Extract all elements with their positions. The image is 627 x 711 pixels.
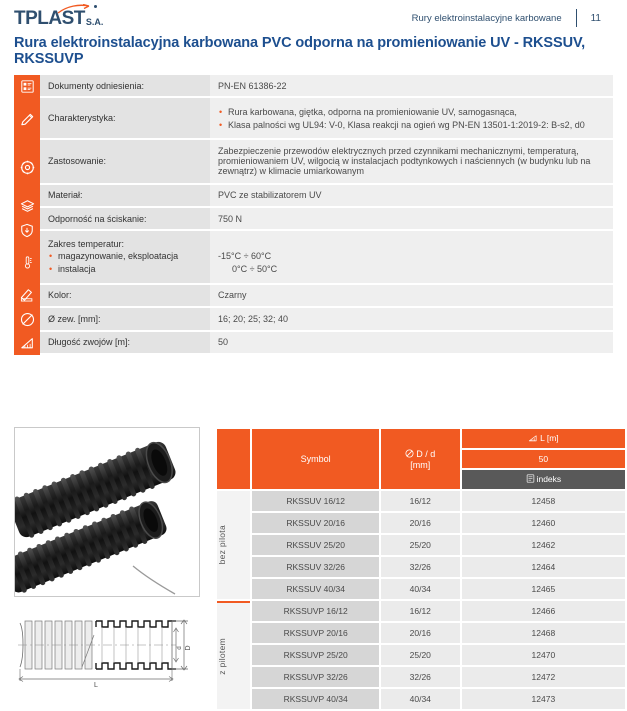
spec-row-material (40, 184, 613, 207)
spec-value-color: Czarny (210, 284, 613, 307)
header-index (462, 470, 625, 489)
cell-dimension: 40/34 (381, 579, 460, 599)
cell-index: 12462 (462, 535, 625, 555)
cell-symbol: RKSSUVP 16/12 (252, 601, 378, 621)
cell-symbol: RKSSUV 20/16 (252, 513, 378, 533)
spec-row-documents (40, 75, 613, 97)
spec-icon-bar (14, 75, 40, 355)
header-symbol: Symbol (252, 429, 378, 489)
header-dimension-line1: D / d (416, 448, 436, 459)
spec-row-color (40, 284, 613, 307)
header-length-value: 50 (462, 450, 625, 468)
logo-text: TPLAST (14, 7, 85, 29)
cell-symbol: RKSSUV 40/34 (252, 579, 378, 599)
cell-index: 12458 (462, 491, 625, 511)
header-length-label: L [m] (540, 433, 559, 443)
coil-length-icon (528, 434, 538, 444)
product-photo (14, 427, 200, 597)
company-logo (14, 9, 103, 28)
cell-index: 12472 (462, 667, 625, 687)
temperature-title: Zakres temperatur: (48, 238, 125, 249)
table-row (217, 645, 625, 665)
length-icon (14, 331, 40, 355)
logo-registered-dot (94, 5, 97, 8)
header-index-label: indeks (536, 474, 562, 484)
page-header (0, 0, 627, 30)
product-table-wrap (215, 427, 627, 711)
characteristics-bullet-1: • Rura karbowana, giętka, odporna na promieniowanie UV, samogasnąca, (218, 106, 605, 119)
spec-label-temperature (40, 230, 210, 283)
temperature-sublabel-storage: • magazynowanie, eksploatacja (48, 250, 202, 263)
spec-value-material: PVC ze stabilizatorem UV (210, 184, 613, 207)
spec-label-characteristics: Charakterystyka: (40, 97, 210, 139)
corrugated-pipe-illustration (15, 428, 199, 596)
group-label-z-pilotem (217, 601, 250, 709)
header-length (462, 429, 625, 448)
application-gear-icon (14, 141, 40, 193)
spec-row-application (40, 139, 613, 184)
table-row (217, 535, 625, 555)
cell-index: 12473 (462, 689, 625, 709)
group-label-text: z pilotem (217, 637, 227, 675)
cell-index: 12464 (462, 557, 625, 577)
spec-value-diameter: 16; 20; 25; 32; 40 (210, 307, 613, 330)
cell-dimension: 25/20 (381, 535, 460, 555)
cell-dimension: 20/16 (381, 623, 460, 643)
spec-row-temperature (40, 230, 613, 283)
bottom-section (14, 427, 627, 711)
temperature-sublabel-install: • instalacja (48, 263, 202, 276)
product-table (215, 427, 627, 711)
characteristics-bullet-2: • Klasa palności wg UL94: V-0, Klasa reakcji na ogień wg PN-EN 13501-1:2019-2: B-s2, d0 (218, 119, 605, 132)
temperature-value-storage: -15°C ÷ 60°C (218, 251, 272, 262)
diameter-icon (14, 307, 40, 331)
drawing-label-L: L (94, 682, 98, 689)
drawing-label-d: d (177, 646, 183, 650)
spec-row-diameter (40, 307, 613, 330)
spec-label-application: Zastosowanie: (40, 139, 210, 184)
index-list-icon (526, 474, 535, 485)
group-label-bez-pilota (217, 491, 250, 599)
cell-dimension: 16/12 (381, 491, 460, 511)
header-dimension (381, 429, 460, 489)
cell-symbol: RKSSUV 16/12 (252, 491, 378, 511)
header-right (412, 9, 613, 27)
temperature-value-install: 0°C ÷ 50°C (232, 264, 278, 275)
cell-index: 12468 (462, 623, 625, 643)
drawing-label-D: D (185, 645, 192, 651)
header-divider (576, 9, 577, 27)
spec-label-documents: Dokumenty odniesienia: (40, 75, 210, 97)
table-row (217, 667, 625, 687)
cell-index: 12466 (462, 601, 625, 621)
table-row (217, 601, 625, 621)
specifications-table (40, 75, 613, 355)
spec-value-compression: 750 N (210, 207, 613, 230)
cell-dimension: 20/16 (381, 513, 460, 533)
spec-row-coil-length (40, 331, 613, 354)
cell-dimension: 32/26 (381, 557, 460, 577)
cell-index: 12470 (462, 645, 625, 665)
cell-symbol: RKSSUVP 40/34 (252, 689, 378, 709)
cell-dimension: 32/26 (381, 667, 460, 687)
page-number: 11 (590, 12, 601, 24)
cell-index: 12460 (462, 513, 625, 533)
spec-label-compression: Odporność na ściskanie: (40, 207, 210, 230)
table-row (217, 557, 625, 577)
header-category: Rury elektroinstalacyjne karbowane (411, 12, 562, 24)
table-row (217, 491, 625, 511)
cell-dimension: 40/34 (381, 689, 460, 709)
table-row (217, 689, 625, 709)
logo-swoosh-icon (57, 4, 91, 14)
reference-documents-icon (14, 75, 40, 97)
cell-dimension: 16/12 (381, 601, 460, 621)
spec-label-color: Kolor: (40, 284, 210, 307)
group-label-text: bez pilota (217, 525, 227, 565)
diameter-icon (405, 449, 414, 460)
characteristics-pencil-icon (14, 97, 40, 141)
cell-dimension: 25/20 (381, 645, 460, 665)
spec-value-temperature (210, 230, 613, 283)
cell-symbol: RKSSUVP 25/20 (252, 645, 378, 665)
compression-shield-icon (14, 218, 40, 242)
spec-value-documents: PN-EN 61386-22 (210, 75, 613, 97)
header-group-blank (217, 429, 250, 489)
table-row (217, 579, 625, 599)
table-row (217, 513, 625, 533)
technical-drawing (14, 611, 200, 696)
table-row (217, 623, 625, 643)
spec-label-material: Materiał: (40, 184, 210, 207)
spec-label-diameter: Ø zew. [mm]: (40, 307, 210, 330)
product-table-header-row-1 (217, 429, 625, 448)
spec-row-compression (40, 207, 613, 230)
logo-suffix: S.A. (85, 16, 104, 27)
pipe-cross-section-drawing (14, 611, 200, 696)
spec-label-coil-length: Długość zwojów [m]: (40, 331, 210, 354)
header-dimension-line2: [mm] (410, 459, 431, 470)
temperature-icon (14, 242, 40, 282)
cell-index: 12465 (462, 579, 625, 599)
specifications-block (14, 75, 613, 355)
cell-symbol: RKSSUV 25/20 (252, 535, 378, 555)
spec-value-application: Zabezpieczenie przewodów elektrycznych przed czynnikami mechanicznymi, temperaturą, promieniowaniem UV, wilgocią w instalacjach podtynkowych i naściennych (w budynku lub na zewnątrz) w klimacie umiarkowanym (210, 139, 613, 184)
material-layers-icon (14, 193, 40, 218)
spec-row-characteristics (40, 97, 613, 139)
spec-value-coil-length: 50 (210, 331, 613, 354)
color-swatch-icon (14, 282, 40, 307)
cell-symbol: RKSSUV 32/26 (252, 557, 378, 577)
media-column (14, 427, 200, 696)
page-title: Rura elektroinstalacyjna karbowana PVC odporna na promieniowanie UV - RKSSUV, RKSSUVP (14, 35, 586, 67)
cell-symbol: RKSSUVP 20/16 (252, 623, 378, 643)
cell-symbol: RKSSUVP 32/26 (252, 667, 378, 687)
spec-value-characteristics (210, 97, 613, 139)
